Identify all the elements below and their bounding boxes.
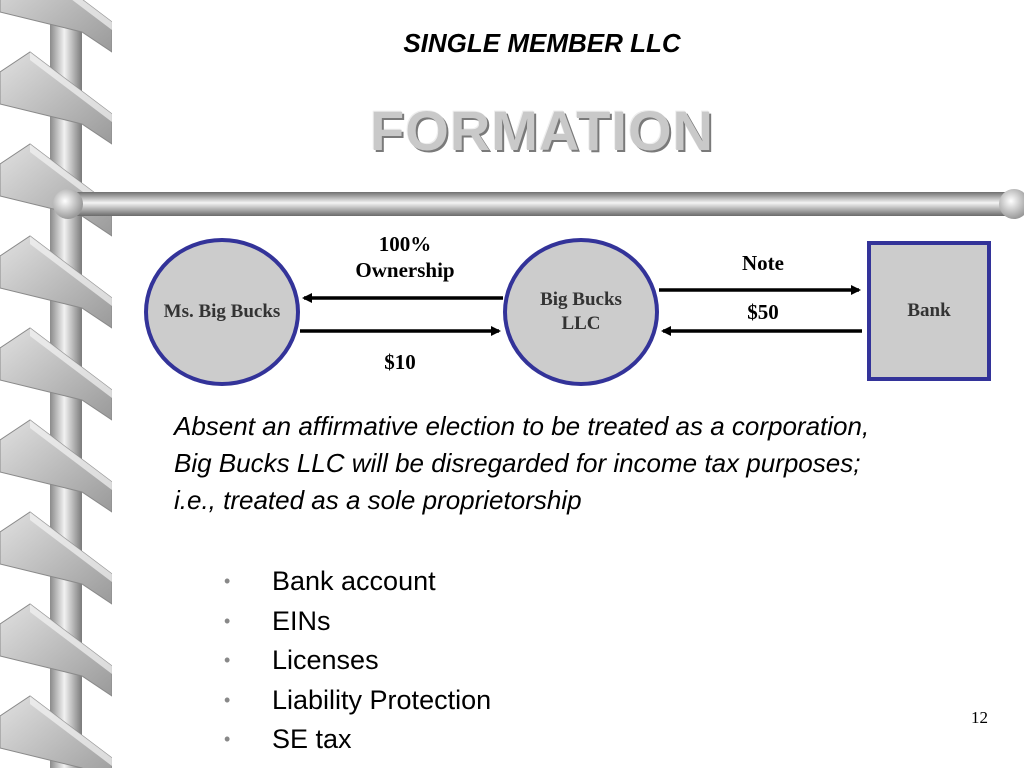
bullet-dot-icon: •	[224, 650, 231, 671]
capital-amount-label: $10	[384, 350, 416, 374]
bullet-dot-icon: •	[224, 571, 231, 592]
bullet-text: Licenses	[272, 645, 379, 676]
node-llc-label-line1: Big Bucks	[540, 289, 622, 310]
bullet-text: Liability Protection	[272, 684, 492, 715]
page-number: 12	[971, 708, 988, 727]
bullet-item	[222, 562, 491, 602]
bullet-dot-icon: •	[224, 729, 231, 750]
bullet-text: Bank account	[272, 566, 436, 597]
note-label: Note	[742, 251, 784, 275]
node-llc-label-line2: LLC	[561, 313, 601, 334]
bullet-text: EINs	[272, 605, 331, 636]
bullet-item	[222, 641, 491, 681]
body-paragraph: Absent an affirmative election to be treated as a corporation, Big Bucks LLC will be disregarded for income tax purposes; i.e., treated as a sole proprietorship	[174, 411, 870, 515]
bullet-dot-icon: •	[224, 689, 231, 710]
bullet-item	[222, 720, 491, 760]
slide-subtitle: FORMATION	[370, 99, 714, 162]
node-bank	[867, 241, 991, 381]
ownership-label: Ownership	[355, 258, 455, 282]
bullet-item	[222, 602, 491, 642]
node-ms-big-bucks-label: Ms. Big Bucks	[163, 301, 281, 322]
node-big-bucks-llc-label	[540, 288, 622, 336]
bullet-dot-icon: •	[224, 610, 231, 631]
node-big-bucks-llc	[503, 238, 659, 386]
node-bank-label: Bank	[907, 300, 951, 321]
ownership-percent-label: 100%	[378, 232, 432, 256]
bullet-text: SE tax	[272, 724, 352, 755]
slide-title: SINGLE MEMBER LLC	[403, 28, 681, 58]
node-ms-big-bucks	[144, 238, 300, 386]
bullet-item	[222, 681, 491, 721]
bullet-list	[222, 562, 491, 760]
loan-amount-label: $50	[747, 300, 779, 324]
